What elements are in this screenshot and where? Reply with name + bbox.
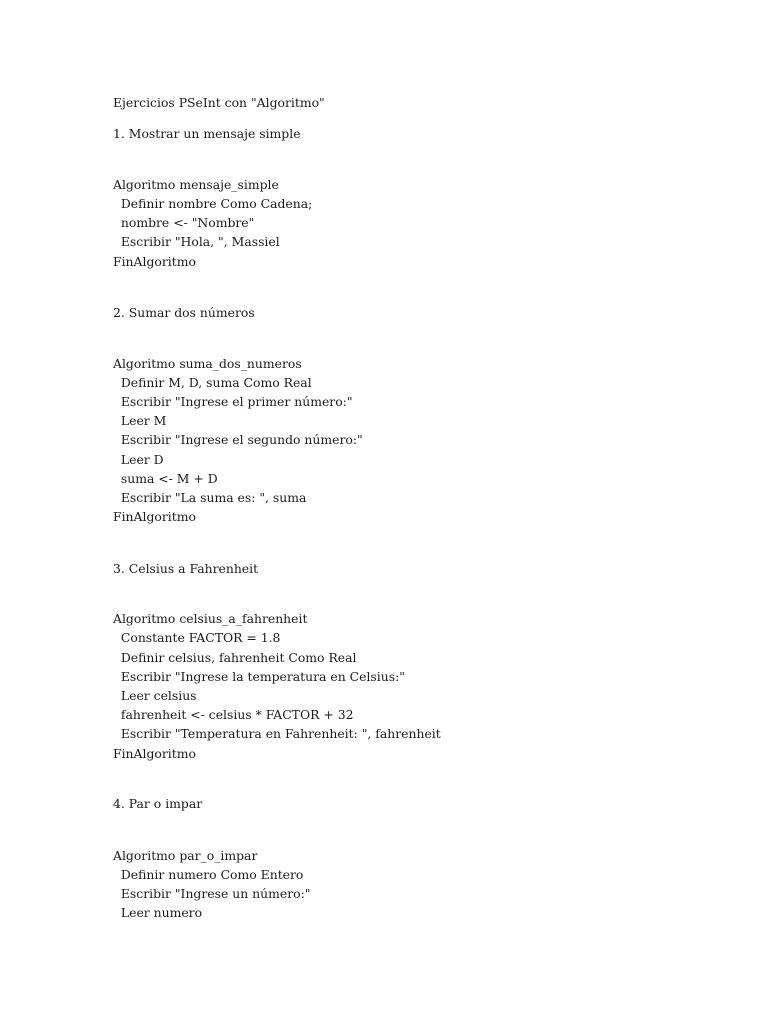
section-heading: 1. Mostrar un mensaje simple <box>113 126 301 141</box>
code-line: Leer celsius <box>113 688 197 703</box>
code-line: Definir numero Como Entero <box>113 867 304 882</box>
code-line: Constante FACTOR = 1.8 <box>113 630 281 645</box>
section-heading: 2. Sumar dos números <box>113 305 255 320</box>
code-line: Leer D <box>113 452 164 467</box>
code-line: Algoritmo celsius_a_fahrenheit <box>113 611 308 626</box>
code-line: Escribir "Ingrese el primer número:" <box>113 394 353 409</box>
code-line: Leer numero <box>113 905 203 920</box>
code-line: Leer M <box>113 413 167 428</box>
code-line: Algoritmo mensaje_simple <box>113 177 279 192</box>
code-line: FinAlgoritmo <box>113 746 196 761</box>
document-title: Ejercicios PSeInt con "Algoritmo" <box>113 95 325 110</box>
code-line: fahrenheit <- celsius * FACTOR + 32 <box>113 707 354 722</box>
section-heading: 3. Celsius a Fahrenheit <box>113 561 259 576</box>
code-line: Escribir "Ingrese el segundo número:" <box>113 432 363 447</box>
code-line: Definir M, D, suma Como Real <box>113 375 312 390</box>
code-line: nombre <- "Nombre" <box>113 215 255 230</box>
code-line: Escribir "Hola, ", Massiel <box>113 234 280 249</box>
code-line: Escribir "Ingrese un número:" <box>113 886 311 901</box>
code-line: FinAlgoritmo <box>113 254 196 269</box>
code-line: FinAlgoritmo <box>113 509 196 524</box>
code-line: Algoritmo par_o_impar <box>113 848 258 863</box>
section-heading: 4. Par o impar <box>113 796 203 811</box>
code-line: Definir celsius, fahrenheit Como Real <box>113 650 357 665</box>
code-line: Algoritmo suma_dos_numeros <box>113 356 302 371</box>
code-line: Definir nombre Como Cadena; <box>113 196 313 211</box>
code-line: Escribir "Temperatura en Fahrenheit: ", fahrenheit <box>113 726 441 741</box>
code-line: Escribir "La suma es: ", suma <box>113 490 307 505</box>
code-line: Escribir "Ingrese la temperatura en Celsius:" <box>113 669 405 684</box>
code-line: suma <- M + D <box>113 471 218 486</box>
